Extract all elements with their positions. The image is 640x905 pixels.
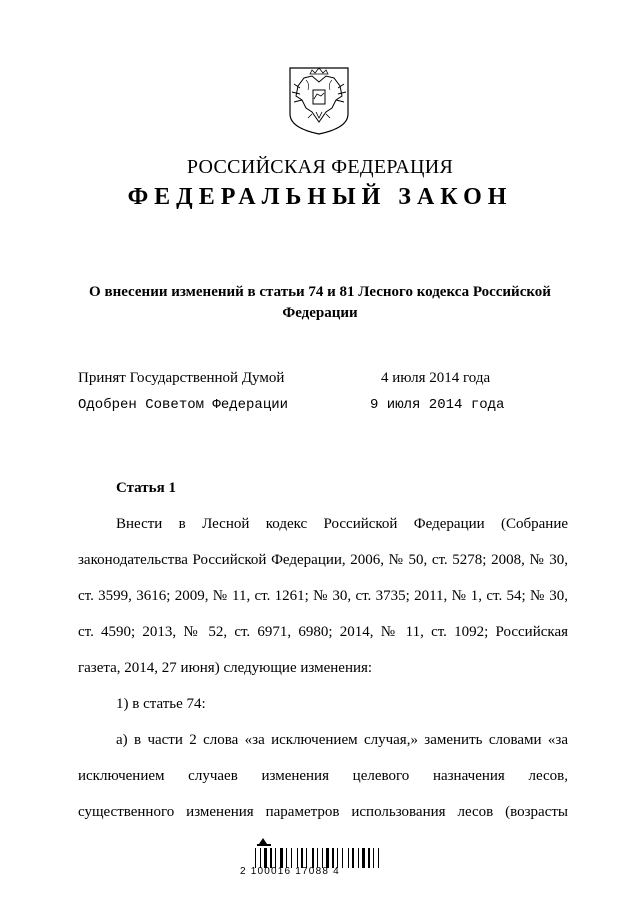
barcode-number: 2 100016 17088 4 — [240, 866, 340, 877]
article-heading: Статья 1 — [116, 480, 176, 496]
coat-of-arms-russia-icon — [286, 66, 352, 136]
country-heading: РОССИЙСКАЯ ФЕДЕРАЦИЯ — [186, 156, 454, 178]
article-paragraph — [78, 506, 568, 686]
subitem-line: а) в части 2 слова «за исключением случая,» заменить словами «за — [116, 732, 568, 748]
adoption-label-council: Одобрен Советом Федерации — [78, 397, 289, 413]
adoption-date-council: 9 июля 2014 года — [370, 397, 505, 413]
law-title — [70, 282, 570, 324]
article-subitem — [78, 722, 568, 830]
paragraph-line: Внести в Лесной кодекс Российской Федерации (Собрание — [116, 516, 568, 532]
law-type-heading: ФЕДЕРАЛЬНЫЙ ЗАКОН — [127, 184, 513, 210]
subitem-line: существенного изменения параметров использования лесов (возрасты — [78, 804, 568, 820]
item-line: 1) в статье 74: — [116, 696, 206, 712]
paragraph-line: ст. 4590; 2013, № 52, ст. 6971, 6980; 2014, № 11, ст. 1092; Российская — [78, 624, 568, 640]
adoption-date-duma: 4 июля 2014 года — [381, 370, 491, 386]
subitem-line: исключением случаев изменения целевого назначения лесов, — [78, 768, 568, 784]
article-item — [116, 686, 568, 722]
law-title-line: Федерации — [282, 305, 358, 321]
paragraph-line: газета, 2014, 27 июня) следующие изменения: — [78, 660, 373, 676]
paragraph-line: ст. 3599, 3616; 2009, № 11, ст. 1261; № 30, ст. 3735; 2011, № 1, ст. 54; № 30, — [78, 588, 568, 604]
paragraph-line: законодательства Российской Федерации, 2006, № 50, ст. 5278; 2008, № 30, — [78, 552, 568, 568]
adoption-label-duma: Принят Государственной Думой — [78, 370, 285, 386]
law-title-line: О внесении изменений в статьи 74 и 81 Лесного кодекса Российской — [89, 284, 551, 300]
